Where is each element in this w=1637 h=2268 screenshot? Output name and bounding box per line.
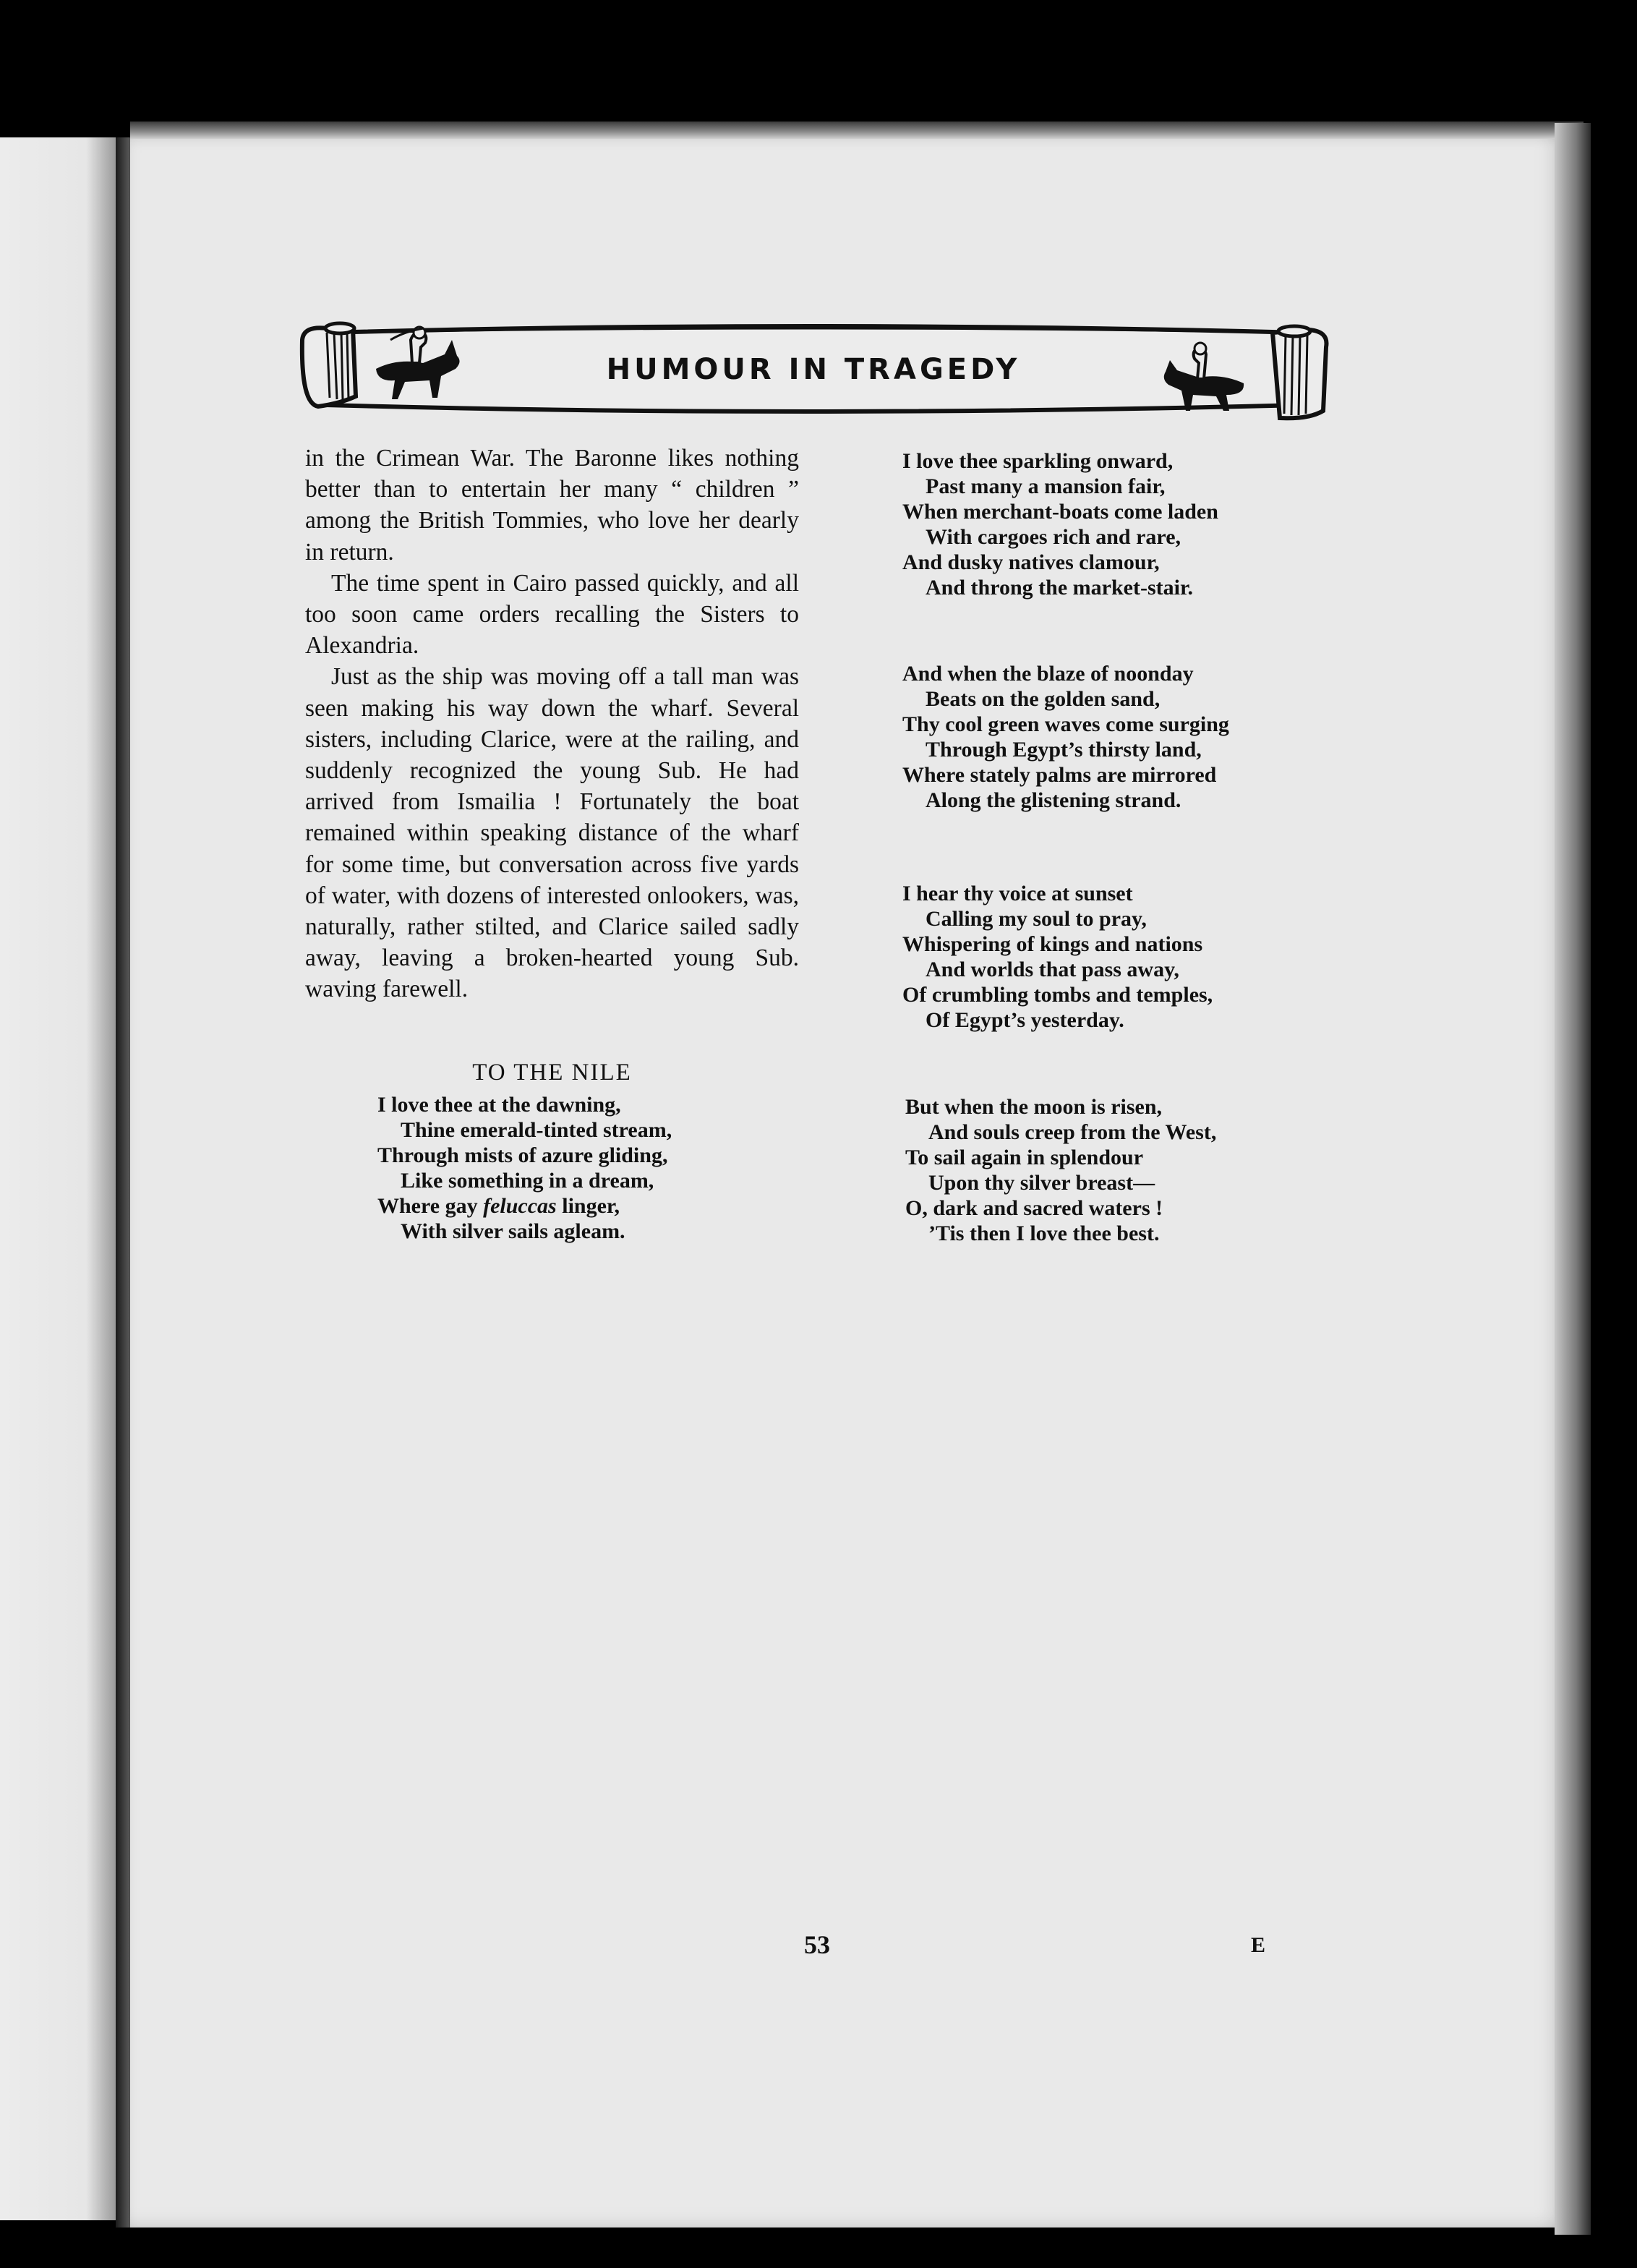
signature-mark: E	[1251, 1933, 1266, 1957]
page-top-edge	[130, 122, 1583, 139]
poem-stanza-5	[905, 1094, 1216, 1246]
book-page	[130, 127, 1576, 2228]
poem-line: Upon thy silver breast—	[928, 1171, 1155, 1195]
header-banner	[296, 318, 1330, 434]
poem-line-part: linger,	[556, 1194, 620, 1218]
page-number: 53	[804, 1930, 830, 1959]
poem-line: When merchant-boats come laden	[902, 500, 1218, 524]
poem-line: Whispering of kings and nations	[902, 932, 1203, 956]
poem-line: And throng the market-stair.	[926, 576, 1194, 600]
poem-line: Through mists of azure gliding,	[377, 1143, 668, 1167]
poem-line: I love thee sparkling onward,	[902, 449, 1174, 473]
poem-line: Like something in a dream,	[401, 1169, 654, 1193]
poem-line: And when the blaze of noonday	[902, 662, 1194, 686]
paragraph: in the Crimean War. The Baronne likes nothing better than to entertain her many “ children ” among the British Tommies, who love her dearly in return.	[305, 445, 799, 566]
poem-line: ’Tis then I love thee best.	[928, 1222, 1160, 1245]
poem-stanza-3	[902, 661, 1229, 813]
poem-line: I hear thy voice at sunset	[902, 882, 1133, 905]
paragraph: Just as the ship was moving off a tall man was seen making his way down the wharf. Several sisters, including Clarice, were at the railing, and suddenly recognized the young Sub. He had arrived from Ismailia ! Fortunately the boat remained within speaking distance of the wharf for some time, but conversation across five yards of water, with dozens of interested onlookers, was, naturally, rather stilted, and Clarice sailed sadly away, leaving a broken-hearted young Sub. waving farewell.	[305, 663, 799, 1003]
poem-line: Beats on the golden sand,	[926, 687, 1161, 711]
poem-line: And worlds that pass away,	[926, 958, 1179, 981]
page-right-edge	[1555, 123, 1591, 2235]
poem-stanza-1	[377, 1092, 672, 1244]
page-header-title: HUMOUR IN TRAGEDY	[606, 353, 1021, 386]
poem-line: Along the glistening strand.	[926, 788, 1181, 812]
poem-line: And souls creep from the West,	[928, 1120, 1217, 1144]
poem-stanza-4	[902, 881, 1213, 1033]
poem-line: Past many a mansion fair,	[926, 474, 1166, 498]
poem-line-italic: feluccas	[483, 1194, 557, 1218]
poem-stanza-2	[902, 448, 1218, 600]
poem-line: Thy cool green waves come surging	[902, 712, 1229, 736]
poem-line: O, dark and sacred waters !	[905, 1196, 1163, 1220]
poem-line-part: Where gay	[377, 1194, 484, 1218]
poem-line: Where stately palms are mirrored	[902, 763, 1217, 787]
facing-page	[0, 137, 123, 2220]
paragraph: The time spent in Cairo passed quickly, and all too soon came orders recalling the Sisters to Alexandria.	[305, 569, 799, 660]
poem-line	[377, 1193, 672, 1219]
poem-line: I love thee at the dawning,	[377, 1093, 621, 1117]
poem-line: To sail again in splendour	[905, 1146, 1144, 1169]
poem-line: Thine emerald-tinted stream,	[401, 1118, 672, 1142]
poem-line: Of Egypt’s yesterday.	[926, 1008, 1124, 1032]
poem-line: Calling my soul to pray,	[926, 907, 1147, 931]
poem-title: TO THE NILE	[472, 1060, 632, 1086]
poem-line: With silver sails agleam.	[401, 1219, 625, 1243]
poem-line: With cargoes rich and rare,	[926, 525, 1181, 549]
poem-line: And dusky natives clamour,	[902, 550, 1160, 574]
poem-line: Of crumbling tombs and temples,	[902, 983, 1213, 1007]
poem-line: Through Egypt’s thirsty land,	[926, 738, 1202, 762]
poem-line: But when the moon is risen,	[905, 1095, 1163, 1119]
prose-column	[305, 443, 799, 1005]
